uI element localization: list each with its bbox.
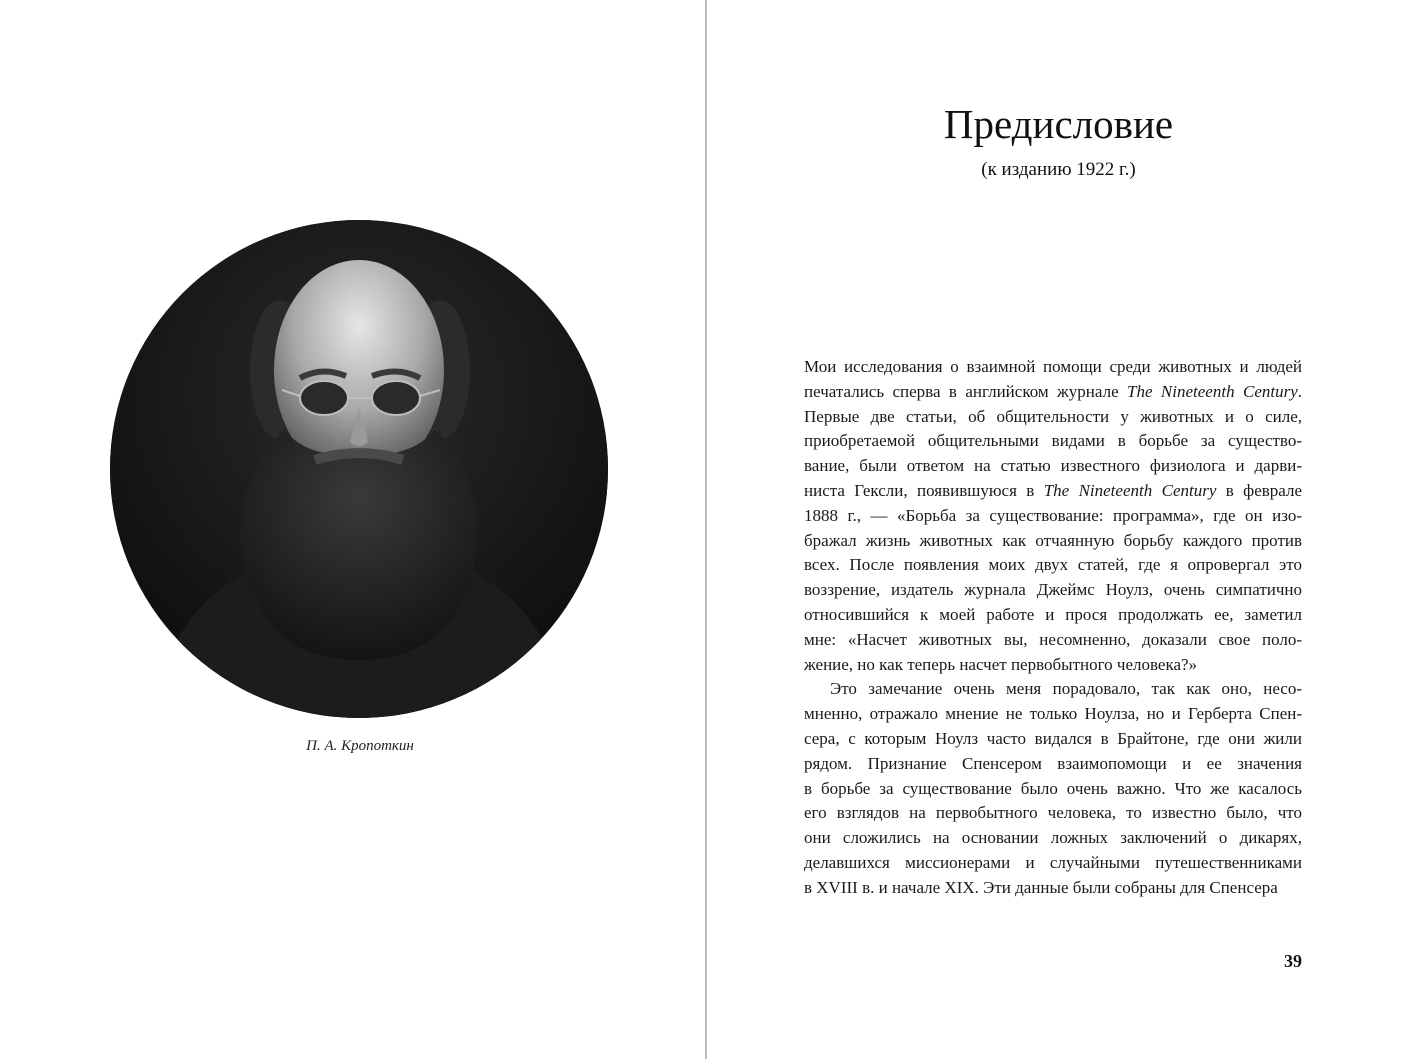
text-line	[804, 405, 1302, 430]
line-text: ниста Гексли, появившуюся в	[804, 480, 1044, 500]
line-text: вание, были ответом на статью известного физиолога и дарви-	[804, 456, 1302, 476]
text-line: сера, с которым Ноулз часто видался в Брайтоне, где они жили	[804, 728, 1302, 748]
body-text	[804, 355, 1302, 901]
right-page	[707, 0, 1410, 1059]
line-text: Первые две статьи, об общительности у животных и о силе,	[804, 406, 1302, 426]
text-line	[804, 504, 1302, 529]
journal-title: The Nineteenth Century	[1043, 480, 1217, 500]
line-text: бражал жизнь животных как отчаянную борьбу каждого против	[804, 530, 1302, 550]
text-line: мненно, отражало мнение не только Ноулза, но и Герберта Спен-	[804, 704, 1302, 724]
text-line: рядом. Признание Спенсером взаимопомощи и ее значения	[804, 753, 1302, 773]
text-line: Это замечание очень меня порадовало, так как оно, несо-	[830, 679, 1302, 699]
journal-title: The Nineteenth Century	[1127, 381, 1298, 401]
text-line	[804, 454, 1302, 479]
line-text: в феврале	[1216, 480, 1302, 500]
text-line	[804, 529, 1302, 554]
line-text: относившийся к моей работе и прося продолжать ее, заметил	[804, 604, 1302, 624]
line-text: мне: «Насчет животных вы, несомненно, доказали свое поло-	[804, 629, 1302, 649]
text-line	[804, 355, 1302, 380]
paragraph-2	[804, 677, 1302, 900]
page-number: 39	[1284, 951, 1302, 971]
text-line: в XVIII в. и начале XIX. Эти данные были собраны для Спенсера	[804, 877, 1278, 897]
line-text: приобретаемой общительными видами в борьбе за существо-	[804, 431, 1302, 451]
portrait-caption: П. А. Кропоткин	[306, 738, 414, 754]
chapter-title: Предисловие	[943, 101, 1174, 147]
paragraph-1	[804, 355, 1302, 677]
text-line	[804, 603, 1302, 628]
text-line: его взглядов на первобытного человека, то известно было, что	[804, 803, 1302, 823]
text-line	[804, 578, 1302, 603]
line-text: всех. После появления моих двух статей, где я опровергал это	[804, 555, 1302, 575]
line-text: печатались сперва в английском журнале	[804, 381, 1128, 401]
text-line: они сложились на основании ложных заключений о дикарях,	[804, 828, 1302, 848]
portrait-photo	[110, 220, 608, 718]
text-line: делавшихся миссионерами и случайными путешественниками	[804, 852, 1302, 872]
text-line	[804, 553, 1302, 578]
text-line	[804, 479, 1302, 504]
text-line: в борьбе за существование было очень важно. Что же касалось	[804, 778, 1302, 798]
line-text: 1888 г., — «Борьба за существование: программа», где он изо-	[804, 505, 1302, 525]
text-line	[804, 380, 1302, 405]
text-line	[804, 653, 1302, 678]
line-text: жение, но как теперь насчет первобытного человека?»	[804, 654, 1198, 674]
chapter-subtitle: (к изданию 1922 г.)	[981, 159, 1136, 180]
line-text: Мои исследования о взаимной помощи среди животных и людей	[804, 357, 1302, 376]
line-text: воззрение, издатель журнала Джеймс Ноулз, очень симпатично	[804, 580, 1302, 600]
line-text: .	[1297, 381, 1302, 401]
text-line	[804, 628, 1302, 653]
text-line	[804, 429, 1302, 454]
